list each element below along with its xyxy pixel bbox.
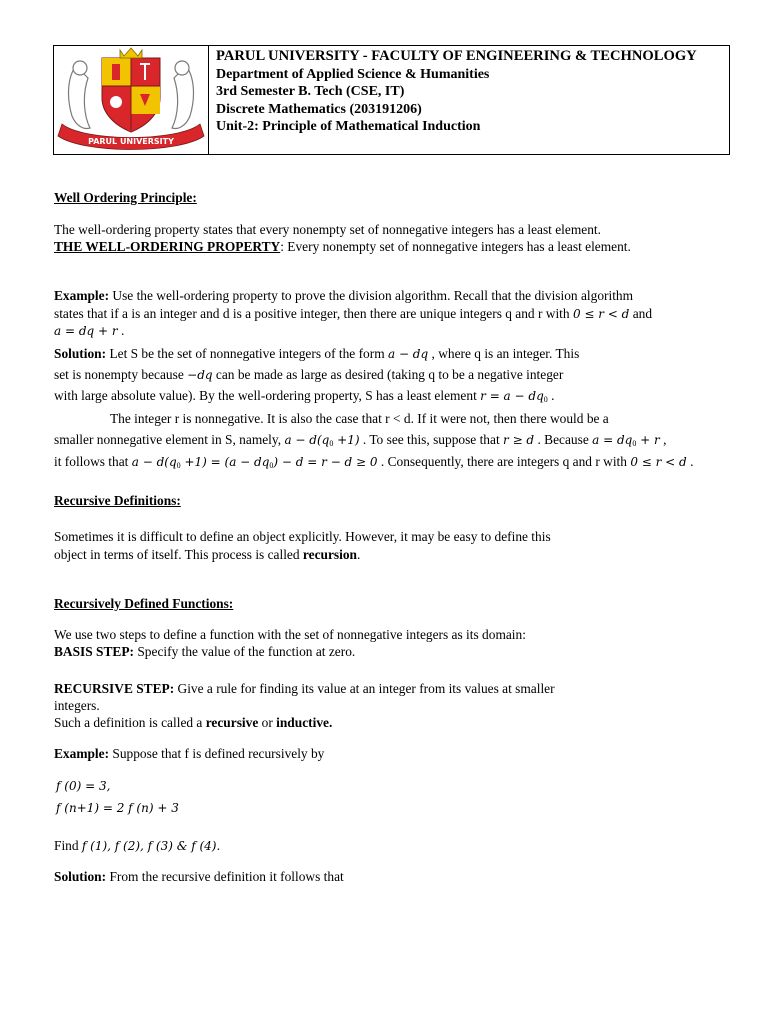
solution1-sub5b: 0	[632, 439, 637, 448]
heading-recursive-definitions: Recursive Definitions:	[54, 493, 181, 508]
recdef-text2-end: .	[356, 547, 361, 562]
basis-step-label: BASIS STEP:	[54, 644, 135, 659]
example1-text3-end: .	[117, 323, 125, 338]
solution1-math6d: 0 ≤ r < d	[630, 455, 687, 469]
basis-step-text: Specify the value of the function at zero.	[134, 644, 356, 659]
equation-base: f (0) = 3,	[56, 779, 111, 793]
solution2-text: From the recursive definition it follows that	[106, 869, 344, 884]
solution1-math6a: a − d(q	[131, 455, 177, 469]
solution2-label: Solution:	[54, 869, 107, 884]
solution1-sub3: 0	[543, 395, 548, 404]
recursive-step-text: Give a rule for finding its value at an integer from its values at smaller	[174, 681, 555, 696]
solution1-math5e: + r	[636, 433, 660, 447]
solution1-line6	[54, 453, 693, 474]
solution1-text6-end: .	[686, 454, 694, 469]
solution1-math2: −dq	[187, 368, 213, 382]
example1-label: Example:	[54, 288, 110, 303]
recdef-text2: object in terms of itself. This process is called	[54, 547, 303, 562]
recfun-intro: We use two steps to define a function with the set of nonnegative integers as its domain:	[54, 627, 526, 642]
solution1-math1: a − dq	[387, 347, 429, 361]
inductive-word: inductive.	[276, 715, 333, 730]
heading-well-ordering: Well Ordering Principle:	[54, 190, 197, 205]
heading-recursively-defined-functions: Recursively Defined Functions:	[54, 596, 234, 611]
recursive-word: recursive	[205, 715, 259, 730]
header-unit: Unit-2: Principle of Mathematical Induction	[216, 119, 481, 135]
recdef-line2	[54, 546, 360, 563]
example1-line1	[54, 287, 633, 304]
example2-line	[54, 745, 324, 762]
solution1-text5-mid2: . Because	[534, 432, 593, 447]
find-line	[54, 837, 220, 855]
recursive-step-label: RECURSIVE STEP:	[54, 681, 175, 696]
solution1-math5c: r ≥ d	[503, 433, 535, 447]
example1-math-ineq: 0 ≤ r < d	[572, 307, 630, 321]
solution1-text6-mid: . Consequently, there are integers q and r with	[377, 454, 631, 469]
solution1-math6c: ) − d = r − d ≥ 0	[273, 455, 378, 469]
solution1-line5	[54, 431, 666, 452]
solution1-math5b: +1)	[333, 433, 360, 447]
solution1-text5-end: ,	[659, 432, 667, 447]
solution1-line3	[54, 387, 554, 408]
header-box	[53, 45, 730, 155]
solution1-text6: it follows that	[54, 454, 132, 469]
solution1-label: Solution:	[54, 346, 107, 361]
example1-math-eq: a = dq + r	[54, 324, 118, 338]
solution1-text2: set is nonempty because	[54, 367, 188, 382]
logo-cell	[54, 46, 209, 154]
header-course: Discrete Mathematics (203191206)	[216, 101, 422, 117]
wop-property-text: : Every nonempty set of nonnegative integers has a least element.	[280, 239, 631, 254]
or-word: or	[258, 715, 277, 730]
header-text	[216, 48, 697, 136]
university-logo	[54, 46, 208, 154]
example1-text2-end: and	[629, 306, 653, 321]
find-math: f (1), f (2), f (3) & f (4).	[81, 839, 221, 853]
recfun-recursive	[54, 680, 555, 697]
solution1-math6b: +1) = (a − dq	[180, 455, 270, 469]
solution1-math5d: a = dq	[592, 433, 633, 447]
solution1-text3-end: .	[547, 388, 555, 403]
header-university: PARUL UNIVERSITY - FACULTY OF ENGINEERING & TECHNOLOGY	[216, 48, 697, 64]
find-text: Find	[54, 838, 82, 853]
wop-paragraph: The well-ordering property states that every nonempty set of nonnegative integers has a least element.	[54, 222, 601, 237]
equation-recursive: f (n+1) = 2 f (n) + 3	[56, 801, 179, 815]
example1-line2	[54, 305, 652, 323]
solution1-text2-end: can be made as large as desired (taking q to be a negative integer	[212, 367, 564, 382]
solution1-text5-mid: . To see this, suppose that	[359, 432, 504, 447]
recfun-recursive-line2: integers.	[54, 698, 100, 713]
recfun-basis	[54, 643, 355, 660]
example2-text: Suppose that f is defined recursively by	[109, 746, 325, 761]
solution1-text5: smaller nonnegative element in S, namely,	[54, 432, 285, 447]
logo-ribbon-text: PARUL UNIVERSITY	[88, 137, 174, 146]
solution1-math3: r = a − dq	[480, 389, 544, 403]
wop-property-title: THE WELL-ORDERING PROPERTY	[54, 239, 281, 254]
solution1-text1: Let S be the set of nonnegative integers of the form	[106, 346, 388, 361]
solution1-math5a: a − d(q	[284, 433, 330, 447]
example2-label: Example:	[54, 746, 110, 761]
example1-text2: states that if a is an integer and d is a positive integer, then there are unique integers q and r with	[54, 306, 573, 321]
recfun-such	[54, 714, 332, 731]
wop-property	[54, 238, 631, 255]
recdef-line1: Sometimes it is difficult to define an object explicitly. However, it may be easy to define this	[54, 529, 551, 544]
solution1-text3: with large absolute value). By the well-ordering property, S has a least element	[54, 388, 481, 403]
solution2-line	[54, 868, 344, 885]
such-text: Such a definition is called a	[54, 715, 206, 730]
solution1-line2	[54, 366, 563, 384]
example1-text1: Use the well-ordering property to prove the division algorithm. Recall that the division algorithm	[109, 288, 634, 303]
example1-line3	[54, 322, 124, 340]
solution1-line1	[54, 345, 579, 363]
header-department: Department of Applied Science & Humanities	[216, 66, 490, 82]
solution1-line4: The integer r is nonnegative. It is also the case that r < d. If it were not, then there would be a	[110, 411, 609, 426]
solution1-sub6b: 0	[269, 461, 274, 470]
recdef-recursion: recursion	[302, 547, 357, 562]
solution1-text1-end: , where q is an integer. This	[428, 346, 580, 361]
header-semester: 3rd Semester B. Tech (CSE, IT)	[216, 84, 405, 100]
solution1-sub6a: 0	[176, 461, 181, 470]
solution1-sub5a: 0	[329, 439, 334, 448]
